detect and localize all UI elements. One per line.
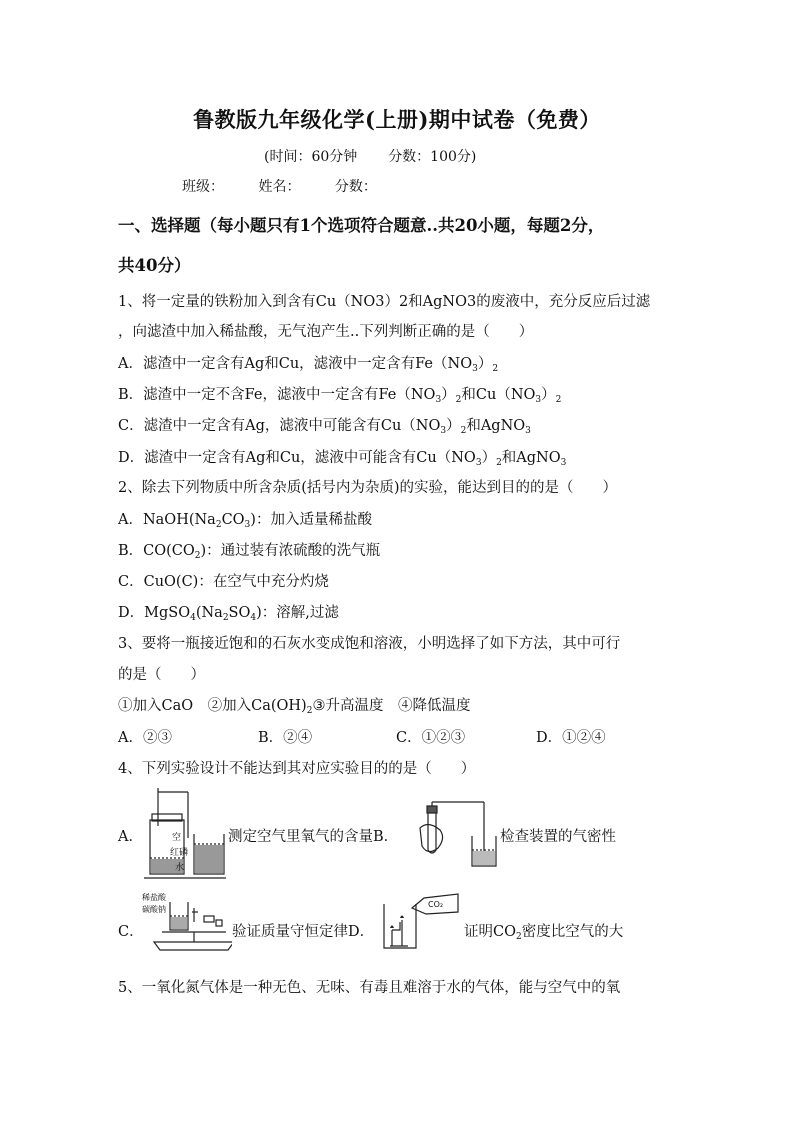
q4-option-d-text: 证明$CO_2$密度比空气的大 — [464, 924, 624, 942]
q4-option-a-label: A． — [118, 829, 143, 845]
q3-option-b: B．②④ — [258, 730, 313, 746]
score-info: 分数：100分) — [388, 149, 477, 165]
section-header-line1: 一、选择题（每小题只有1个选项符合题意..共20小题，每题2分， — [118, 216, 605, 235]
q2-option-a: A．$NaOH(Na_2CO_3)$：加入适量稀盐酸 — [118, 512, 372, 530]
q3-stem-line2: 的是（ ） — [118, 667, 205, 683]
section-header-line2: 共40分） — [118, 256, 191, 275]
q3-methods: ①加入CaO ②加入$Ca(OH)_2③$升高温度 ④降低温度 — [118, 698, 471, 716]
q4-stem: 4、下列实验设计不能达到其对应实验目的的是（ ） — [118, 761, 476, 777]
figure-label-air: 空 — [172, 833, 182, 843]
q1-stem-line1: 1、将一定量的铁粉加入到含有Cu（NO3）2和AgNO3的废液中，充分反应后过滤 — [118, 294, 651, 310]
figure-label-sodium-carbonate: 碳酸钠 — [142, 905, 166, 914]
q3-option-a: A．②③ — [118, 730, 172, 746]
figure-label-dilute-acid: 稀盐酸 — [142, 893, 166, 902]
figure-balance-apparatus — [142, 890, 232, 952]
figure-label-co2: CO₂ — [428, 900, 444, 909]
q3-option-d: D．①②④ — [536, 730, 606, 746]
q2-option-b: B．$CO(CO_2)$：通过装有浓硫酸的洗气瓶 — [118, 543, 381, 561]
q3-options — [118, 726, 678, 748]
figure-phosphorus-apparatus — [142, 786, 228, 882]
figure-label-water: 水 — [175, 863, 185, 873]
q3-option-c: C．①②③ — [396, 730, 466, 746]
q5-stem: 5、一氧化氮气体是一种无色、无味、有毒且难溶于水的气体，能与空气中的氧 — [118, 980, 621, 996]
q1-option-c: C．滤渣中一定含有Ag，滤液中可能含有$Cu(NO_3)_2$和AgNO$_3$ — [118, 418, 531, 436]
q4-option-c-text: 验证质量守恒定律D． — [232, 924, 375, 940]
q4-option-c-label: C． — [118, 924, 144, 940]
q4-option-a-text: 测定空气里氧气的含量B． — [228, 829, 399, 845]
q1-stem-line2: ，向滤渣中加入稀盐酸，无气泡产生..下列判断正确的是（ ） — [118, 324, 534, 340]
student-info-line — [182, 176, 407, 196]
score-label: 分数： — [334, 179, 377, 195]
time-info: (时间：60分钟 — [264, 149, 358, 165]
q1-option-a: A．滤渣中一定含有Ag和Cu，滤液中一定含有$Fe(NO_3)_2$ — [118, 356, 499, 374]
figure-co2-candles — [378, 890, 460, 952]
page-title: 鲁教版九年级化学(上册)期中试卷（免费） — [193, 107, 601, 132]
q2-option-c: C．CuO(C)：在空气中充分灼烧 — [118, 574, 329, 590]
q1-option-d: D．滤渣中一定含有Ag和Cu，滤液中可能含有$Cu(NO_3)_2$和AgNO$_3$ — [118, 450, 567, 468]
q3-stem-line1: 3、要将一瓶接近饱和的石灰水变成饱和溶液，小明选择了如下方法，其中可行 — [118, 636, 621, 652]
figure-label-red-phosphorus: 红磷 — [170, 848, 189, 858]
class-label: 班级： — [182, 179, 224, 195]
exam-time-score — [264, 146, 476, 166]
name-label: 姓名： — [258, 179, 301, 195]
q4-option-b-text: 检查装置的气密性 — [500, 829, 616, 845]
figure-airtightness-check — [418, 800, 498, 872]
q1-option-b: B．滤渣中一定不含Fe，滤液中一定含有$Fe(NO_3)_2$和$Cu(NO_3)_2$ — [118, 387, 562, 405]
q2-stem: 2、除去下列物质中所含杂质(括号内为杂质)的实验，能达到目的的是（ ） — [118, 480, 618, 496]
q2-option-d: D．$MgSO_4(Na_2SO_4)$：溶解,过滤 — [118, 605, 339, 623]
